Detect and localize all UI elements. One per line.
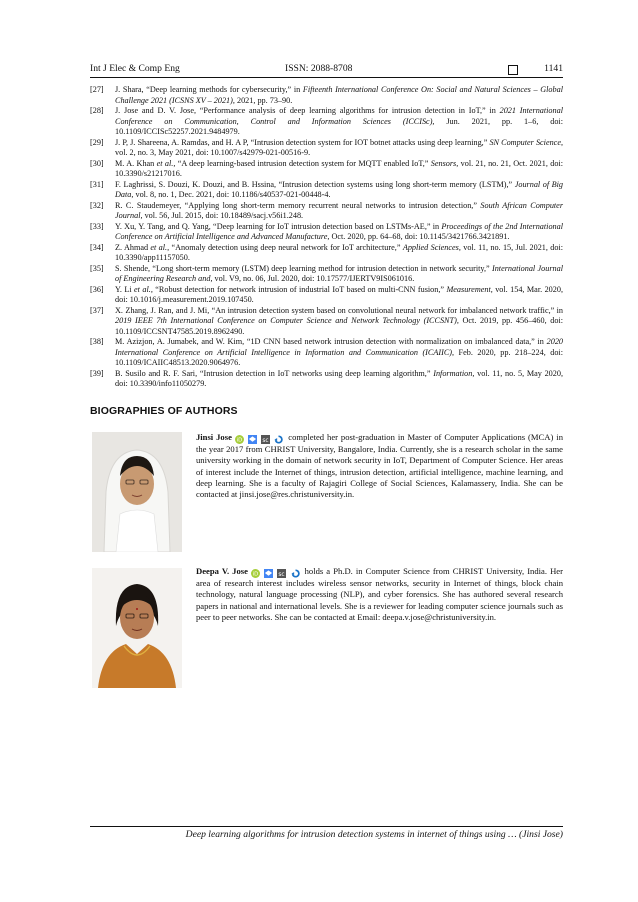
reference-text: M. A. Khan: [115, 158, 157, 168]
reference-number: [32]: [90, 200, 104, 210]
reference-text: , vol. 11, no. 15, Jul. 2021, doi: 10.3390/app11157050.: [115, 242, 564, 262]
reference-venue: International Journal of Engineering Research and: [115, 263, 563, 283]
reference-venue: Proceedings of the 2nd International Conference on Artificial Intelligence and Advanced Manufacture: [115, 221, 563, 241]
author-photo-jinsi-jose: [92, 432, 182, 552]
author-bio-text: completed her post-graduation in Master of Computer Applications (MCA) in the year 2017 from CHRIST University, Bangalore, India. Currently, she is a research scholar in the same university working in the domain of network security in IoT, Department of Computer Science. Her areas of interest include the Internet of things, intrusion detection, artificial intelligence, machine learning, and deep learning. She is a faculty of Rajagiri College of Social Sciences, Kalamassery, India. She can be contacted at jinsi.jose@res.christuniversity.in.: [196, 432, 563, 500]
reference-text: , “Anomaly detection using deep neural network for IoT architecture,”: [167, 242, 403, 252]
reference-text: , Feb. 2020, pp. 218–224, doi: 10.1109/ICAIIC48513.2020.9064976.: [115, 347, 563, 367]
reference-item: [90, 159, 563, 180]
header-rule: [90, 77, 563, 78]
reference-number: [28]: [90, 106, 104, 115]
reference-item: [90, 306, 563, 338]
orcid-icon[interactable]: [251, 569, 260, 578]
reference-number: [27]: [90, 85, 104, 94]
reference-venue: Journal of Big Data: [115, 179, 563, 199]
reference-text: S. Shende, “Long short-term memory (LSTM) deep learning method for intrusion detection in network security,”: [115, 263, 492, 273]
svg-text:iD: iD: [236, 437, 243, 444]
reference-text: , vol. V9, no. 06, Jul. 2020, doi: 10.17577/IJERTV9IS061016.: [210, 274, 415, 283]
page-number: 1141: [544, 63, 563, 74]
reference-text: , vol. 2, no. 3, May 2021, doi: 10.1007/s42979-021-00516-9.: [115, 137, 563, 157]
reference-text: R. C. Staudemeyer, “Applying long short-term memory recurrent neural networks to intrusion detection,”: [115, 200, 481, 210]
reference-venue: et al.: [156, 158, 174, 168]
reference-number: [30]: [90, 158, 104, 168]
reference-text: F. Laghrissi, S. Douzi, K. Douzi, and B. Hssina, “Intrusion detection systems using long short-term memory (LSTM),”: [115, 179, 515, 189]
reference-venue: et al.: [150, 242, 168, 252]
author-photo-deepa-v-jose: [92, 568, 182, 688]
google-scholar-icon[interactable]: [264, 569, 273, 578]
footer-rule: [90, 826, 563, 827]
reference-text: M. Azizjon, A. Jumabek, and W. Kim, “1D CNN based network intrusion detection with normalization on imbalanced data,” in: [115, 337, 547, 346]
reference-number: [31]: [90, 179, 104, 189]
reference-venue: SN Computer Science: [489, 137, 561, 147]
reference-number: [36]: [90, 284, 104, 294]
reference-venue: South African Computer Journal: [115, 200, 564, 220]
reference-item: [90, 264, 563, 285]
svg-text:sc: sc: [262, 437, 269, 444]
reference-text: , Oct. 2019, pp. 456–460, doi: 10.1109/ICCSNT47585.2019.8962490.: [115, 316, 563, 336]
reference-number: [33]: [90, 221, 104, 231]
reference-text: J. P, J. Shareena, A. Ramdas, and H. A P, “Intrusion detection system for IOT botnet attacks using deep learning,”: [115, 137, 490, 147]
reference-item: [90, 180, 563, 201]
reference-venue: 2020 International Conference on Artificial Intelligence in Information and Communication (ICAIIC): [115, 337, 563, 357]
section-heading: BIOGRAPHIES OF AUTHORS: [90, 405, 238, 417]
reference-item: [90, 85, 563, 106]
reference-text: X. Zhang, J. Ran, and J. Mi, “An intrusion detection system based on convolutional neural network for imbalanced network traffic,” in: [115, 305, 563, 315]
orcid-icon[interactable]: [235, 435, 244, 444]
reference-text: , vol. 11, no. 5, May 2020, doi: 10.3390/info11050279.: [115, 368, 564, 388]
author-bio-1: [196, 432, 563, 500]
google-scholar-icon[interactable]: [248, 435, 257, 444]
svg-text:iD: iD: [252, 571, 259, 578]
reference-text: , vol. 8, no. 1, Dec. 2021, doi: 10.1186/s40537-021-00448-4.: [131, 190, 331, 199]
web-of-science-icon[interactable]: [291, 569, 300, 578]
scopus-icon[interactable]: [261, 435, 270, 444]
reference-list: [90, 85, 563, 390]
reference-text: , Jun. 2021, pp. 1–6, doi: 10.1109/ICCISc52257.2021.9484979.: [115, 116, 563, 136]
reference-venue: Information: [433, 368, 473, 378]
reference-item: [90, 285, 563, 306]
svg-text:sc: sc: [278, 571, 285, 578]
reference-text: Y. Li: [115, 284, 135, 294]
scopus-icon[interactable]: [277, 569, 286, 578]
reference-text: , 2021, pp. 73–90.: [232, 95, 293, 105]
reference-item: [90, 222, 563, 243]
reference-item: [90, 243, 563, 264]
checkbox-square-icon: [508, 65, 518, 75]
reference-number: [37]: [90, 305, 104, 315]
reference-text: , Oct. 2020, pp. 64–68, doi: 10.1145/3421766.3421891.: [327, 232, 510, 241]
reference-text: J. Shara, “Deep learning methods for cybersecurity,” in: [115, 85, 303, 94]
reference-item: [90, 201, 563, 222]
reference-venue: 2021 International Conference on Communication, Control and Information Sciences (ICCISc): [115, 106, 563, 126]
reference-text: B. Susilo and R. F. Sari, “Intrusion detection in IoT networks using deep learning algorithm,”: [115, 368, 434, 378]
reference-number: [39]: [90, 368, 104, 378]
reference-text: , vol. 21, no. 21, Oct. 2021, doi: 10.3390/s21217016.: [115, 158, 563, 178]
reference-text: , “A deep learning-based intrusion detection system for MQTT enabled IoT,”: [173, 158, 431, 168]
reference-item: [90, 106, 563, 138]
reference-number: [34]: [90, 242, 104, 252]
reference-text: Y. Xu, Y. Tang, and Q. Yang, “Deep learning for IoT intrusion detection based on LSTMs-AE,” in: [115, 221, 442, 231]
author-profile-icons: [251, 567, 301, 578]
reference-number: [38]: [90, 337, 104, 346]
web-of-science-icon[interactable]: [274, 435, 283, 444]
reference-venue: Fifteenth International Conference On: Social and Natural Sciences – Global Challenge 2021 (ICSNS XV – 2021): [115, 85, 563, 105]
reference-venue: Sensors: [430, 158, 457, 168]
reference-text: , “Robust detection for network intrusion of industrial IoT based on multi-CNN fusion,”: [150, 284, 447, 294]
issn: ISSN: 2088-8708: [285, 63, 353, 74]
reference-text: J. Jose and D. V. Jose, “Performance analysis of deep learning algorithms for intrusion detection in IoT,” in: [115, 106, 500, 115]
reference-text: , vol. 154, Mar. 2020, doi: 10.1016/j.measurement.2019.107450.: [115, 284, 563, 304]
reference-item: [90, 369, 563, 390]
author-bio-text: holds a Ph.D. in Computer Science from CHRIST University, India. Her area of research interest includes wireless sensor networks, security in Internet of things, block chain technology, natural language processing (NLP), and cyber forensics. She has authored several research papers in national and international levels. She is a reviewer for leading computer science journals such as peer to peer networks. She can be contacted at Email: deepa.v.jose@christuniversity.in.: [196, 566, 563, 622]
author-name: Jinsi Jose: [196, 432, 232, 442]
author-profile-icons: [235, 433, 285, 444]
reference-venue: et al.: [134, 284, 151, 294]
reference-text: Z. Ahmad: [115, 242, 151, 252]
journal-name: Int J Elec & Comp Eng: [90, 63, 180, 74]
reference-text: , vol. 56, Jul. 2015, doi: 10.18489/sacj.v56i1.248.: [140, 211, 304, 220]
reference-number: [29]: [90, 137, 104, 147]
running-header: [90, 62, 563, 76]
reference-venue: Applied Sciences: [402, 242, 459, 252]
reference-venue: 2019 IEEE 7th International Conference on Computer Science and Network Technology (ICCSNT): [115, 316, 457, 325]
author-name: Deepa V. Jose: [196, 566, 248, 576]
author-bio-2: [196, 566, 563, 623]
reference-item: [90, 337, 563, 369]
reference-venue: Measurement: [446, 284, 491, 294]
reference-item: [90, 138, 563, 159]
reference-number: [35]: [90, 263, 104, 273]
running-footer: Deep learning algorithms for intrusion detection systems in internet of things using … (Jinsi Jose): [185, 829, 563, 840]
